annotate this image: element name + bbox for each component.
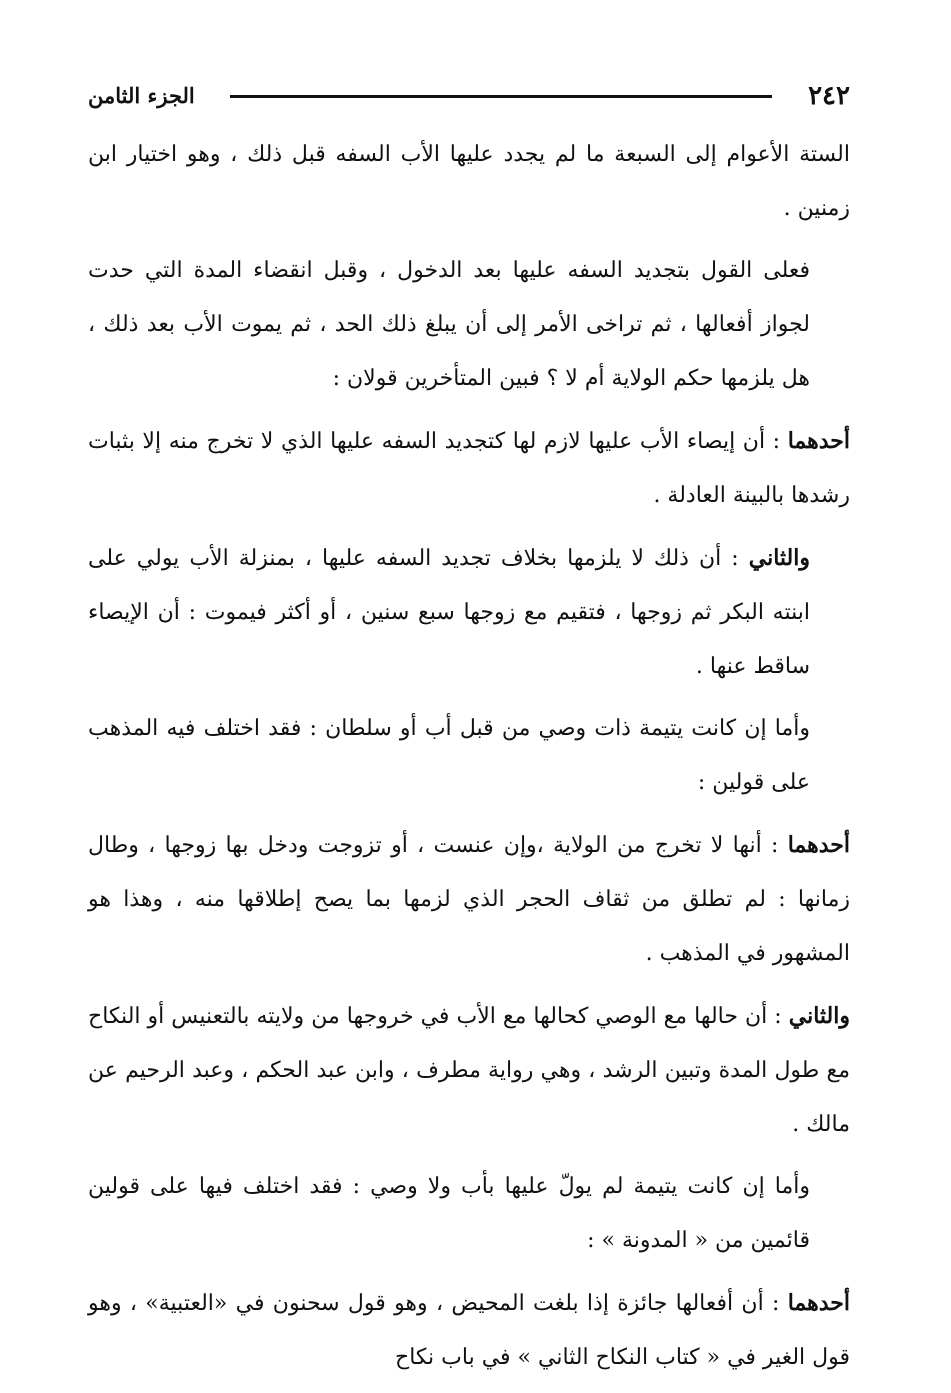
paragraph-lead: أحدهما [787, 832, 850, 858]
paragraph [88, 531, 850, 694]
paragraph-text: : أنها لا تخرج من الولاية ،وإن عنست ، أو تزوجت ودخل بها زوجها ، وطال زمانها : لم تطلق من ثقاف الحجر الذي لزمها بما يصح إطلاقها منه ، وهذا هو المشهور في المذهب . [88, 833, 850, 966]
paragraph [88, 1276, 850, 1385]
paragraph-lead: أحدهما [787, 1290, 850, 1316]
paragraph-lead: والثاني [748, 545, 810, 571]
paragraph [88, 128, 850, 236]
paragraph [88, 818, 850, 981]
paragraph [88, 1160, 850, 1268]
paragraph [88, 702, 850, 810]
body-text [88, 128, 850, 1393]
paragraph-text: فعلى القول بتجديد السفه عليها بعد الدخول ، وقبل انقضاء المدة التي حدت لجواز أفعالها ، ثم تراخى الأمر إلى أن يبلغ ذلك الحد ، ثم يموت الأب بعد ذلك ، هل يلزمها حكم الولاية أم لا ؟ فبين المتأخرين قولان : [88, 258, 810, 391]
paragraph-text: وأما إن كانت يتيمة لم يولّ عليها بأب ولا وصي : فقد اختلف فيها على قولين قائمين من « المدونة » : [88, 1174, 810, 1253]
paragraph-text: وأما إن كانت يتيمة ذات وصي من قبل أب أو سلطان : فقد اختلف فيه المذهب على قولين : [88, 716, 810, 795]
paragraph [88, 989, 850, 1152]
paragraph [88, 414, 850, 523]
paragraph [88, 244, 850, 406]
paragraph-lead: والثاني [788, 1003, 850, 1029]
running-title: الجزء الثامن [88, 83, 195, 108]
page-header [88, 76, 850, 116]
paragraph-text: الستة الأعوام إلى السبعة ما لم يجدد عليها الأب السفه قبل ذلك ، وهو اختيار ابن زمنين . [88, 142, 850, 221]
paragraph-text: : أن أفعالها جائزة إذا بلغت المحيض ، وهو قول سحنون في «العتبية» ، وهو قول الغير في « كتاب النكاح الثاني » في باب نكاح [88, 1291, 850, 1370]
paragraph-text: : أن إيصاء الأب عليها لازم لها كتجديد السفه عليها الذي لا تخرج منه إلا بثبات رشدها بالبينة العادلة . [88, 429, 850, 508]
paragraph-text: : أن ذلك لا يلزمها بخلاف تجديد السفه عليها ، بمنزلة الأب يولي على ابنته البكر ثم زوجها ، فتقيم مع زوجها سبع سنين ، أو أكثر فيموت : أن الإيصاء ساقط عنها . [88, 546, 810, 679]
page-number: ٢٤٢ [808, 81, 850, 111]
header-rule [230, 95, 772, 98]
paragraph-text: : أن حالها مع الوصي كحالها مع الأب في خروجها من ولايته بالتعنيس أو النكاح مع طول المدة وتبين الرشد ، وهي رواية مطرف ، وابن عبد الحكم ، وعبد الرحيم عن مالك . [88, 1004, 850, 1137]
paragraph-lead: أحدهما [787, 428, 850, 454]
